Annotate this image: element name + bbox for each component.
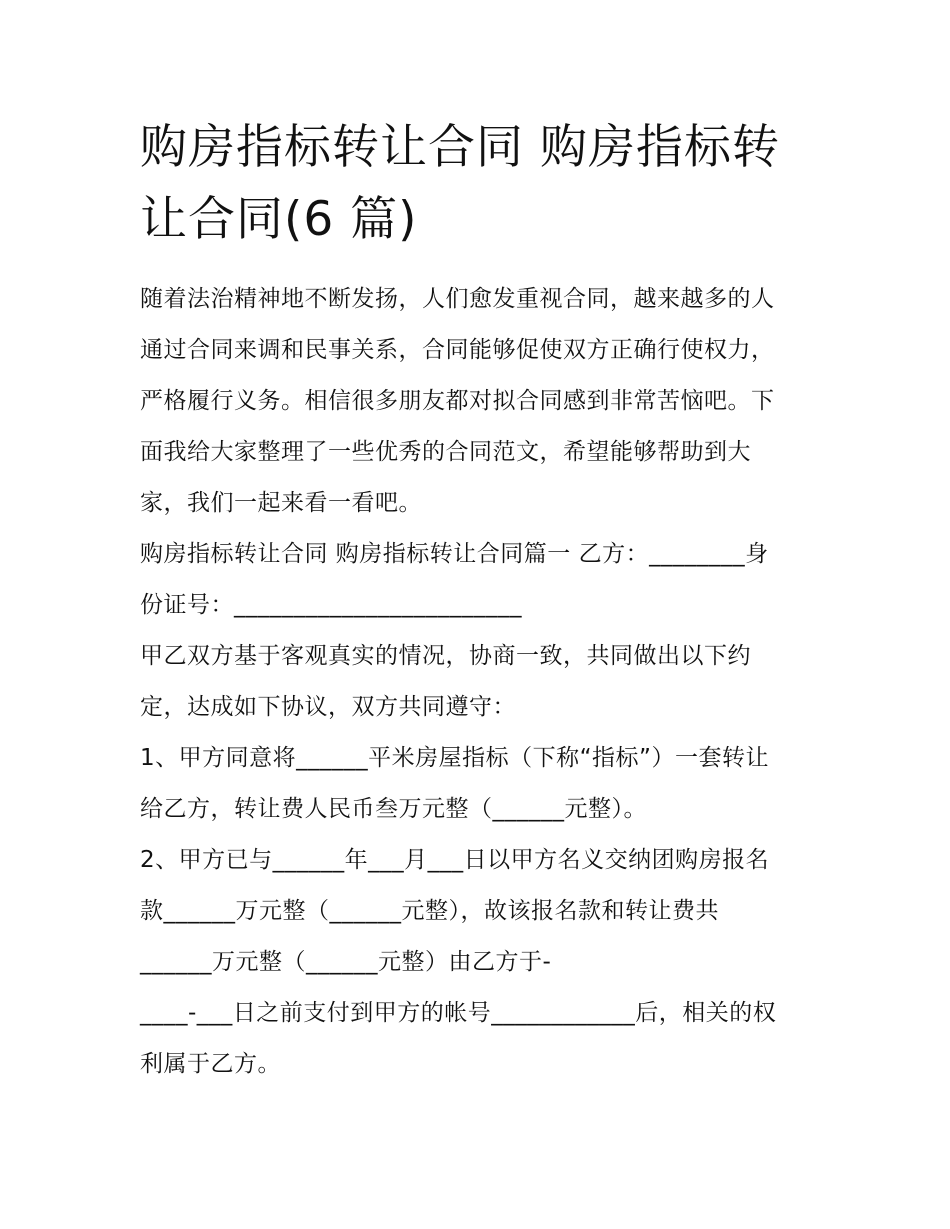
title-line-1: 购房指标转让合同 购房指标转 (140, 120, 780, 175)
intro-line-1: 随着法治精神地不断发扬，人们愈发重视合同，越来越多的人 (140, 286, 775, 312)
clause-1-line-2: 给乙方，转让费人民币叁万元整（______元整）。 (140, 796, 647, 822)
agreement-line-1: 甲乙双方基于客观真实的情况，协商一致，共同做出以下约 (140, 643, 751, 669)
document-title (140, 112, 820, 256)
contract-heading-line-1: 购房指标转让合同 购房指标转让合同篇一 乙方：________身 (140, 541, 769, 567)
intro-line-4: 面我给大家整理了一些优秀的合同范文，希望能够帮助到大 (140, 439, 751, 465)
intro-line-2: 通过合同来调和民事关系，合同能够促使双方正确行使权力， (140, 337, 775, 363)
clause-2-line-5: 利属于乙方。 (140, 1051, 281, 1077)
clause-2-line-1: 2、甲方已与______年___月___日以甲方名义交纳团购房报名 (140, 847, 770, 873)
intro-line-3: 严格履行义务。相信很多朋友都对拟合同感到非常苦恼吧。下 (140, 388, 775, 414)
clause-2-line-3: ______万元整（______元整）由乙方于- (140, 949, 552, 975)
clause-2-line-2: 款______万元整（______元整），故该报名款和转让费共 (140, 898, 719, 924)
intro-line-5: 家，我们一起来看一看吧。 (140, 490, 422, 516)
clause-2-line-4: ____-___日之前支付到甲方的帐号____________后，相关的权 (140, 1000, 777, 1026)
contract-heading-line-2: 份证号：________________________ (140, 592, 522, 618)
agreement-line-2: 定，达成如下协议，双方共同遵守： (140, 694, 516, 720)
title-line-2: 让合同(6 篇) (140, 192, 418, 247)
clause-1-line-1: 1、甲方同意将______平米房屋指标（下称“指标”）一套转让 (140, 745, 769, 771)
